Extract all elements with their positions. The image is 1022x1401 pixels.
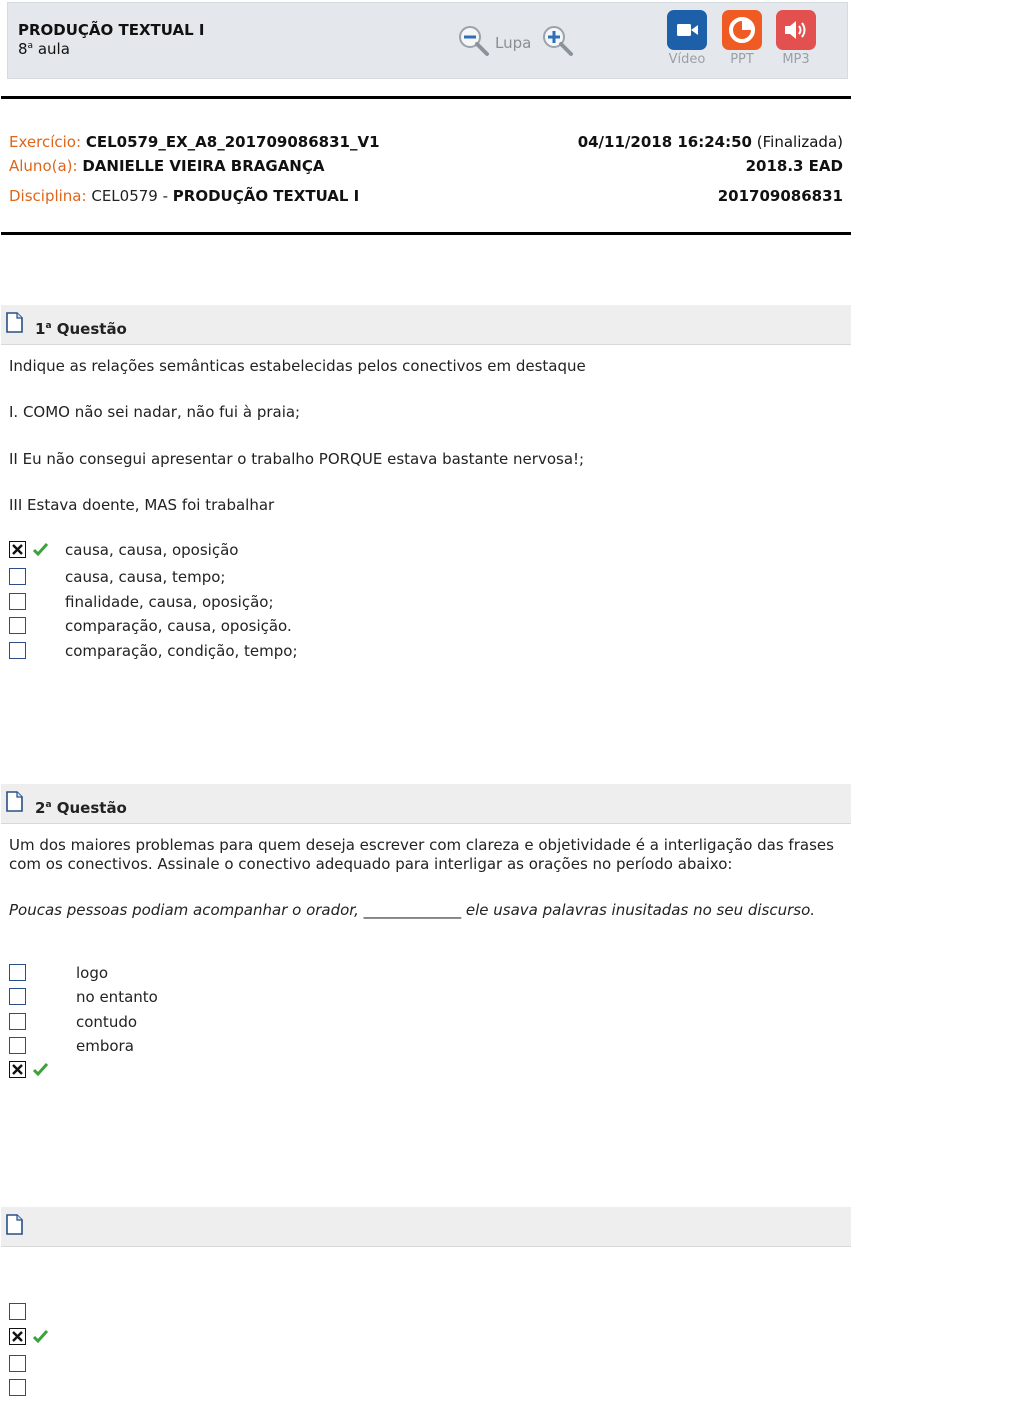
question-1-statement: II Eu não consegui apresentar o trabalho PORQUE estava bastante nervosa!; [9, 450, 585, 468]
zoom-out-icon[interactable] [457, 24, 491, 58]
checkbox[interactable] [9, 568, 26, 585]
mp3-button[interactable] [776, 10, 816, 67]
question-1-statement: Indique as relações semânticas estabelecidas pelos conectivos em destaque [9, 357, 586, 375]
answer-option[interactable] [9, 1061, 609, 1081]
question-1-statement: III Estava doente, MAS foi trabalhar [9, 496, 275, 514]
checkbox[interactable] [9, 1355, 26, 1372]
checkbox[interactable] [9, 642, 26, 659]
zoom-in-icon[interactable] [541, 24, 575, 58]
checked-checkbox[interactable] [9, 1061, 26, 1078]
question-3-header [1, 1207, 851, 1247]
correct-check-icon [33, 542, 48, 556]
question-2-statement: Um dos maiores problemas para quem deseja escrever com clareza e objetividade é a interligação das frases com os conectivos. Assinale o conectivo adequado para interligar as orações no período abaixo: [9, 836, 834, 873]
checkbox[interactable] [9, 1013, 26, 1030]
answer-option[interactable] [9, 1355, 609, 1375]
question-2-sentence: Poucas pessoas podiam acompanhar o orador, _____________ ele usava palavras inusitadas no seu discurso. [9, 901, 816, 919]
ppt-label: PPT [730, 52, 754, 67]
checkbox[interactable] [9, 593, 26, 610]
magnifier-label: Lupa [495, 34, 532, 52]
question-1-header [1, 305, 851, 345]
question-2-header [1, 784, 851, 824]
answer-option[interactable]: causa, causa, oposição [9, 541, 609, 561]
checked-checkbox[interactable] [9, 1328, 26, 1345]
lesson-header [7, 2, 848, 79]
student-row: Aluno(a): DANIELLE VIEIRA BRAGANÇA 2018.3 EAD [9, 157, 843, 175]
video-camera-icon [667, 10, 707, 50]
discipline-code: CEL0579 - [91, 187, 173, 205]
checkbox[interactable] [9, 617, 26, 634]
answer-option[interactable] [9, 1303, 609, 1323]
student-name: DANIELLE VIEIRA BRAGANÇA [82, 157, 325, 175]
mp3-label: MP3 [782, 52, 810, 67]
question-1-statement: I. COMO não sei nadar, não fui à praia; [9, 403, 301, 421]
answer-option[interactable] [9, 1328, 609, 1348]
answer-option[interactable]: finalidade, causa, oposição; [9, 593, 609, 613]
checked-checkbox[interactable] [9, 541, 26, 558]
exercise-datetime: 04/11/2018 16:24:50 (Finalizada) [577, 133, 843, 151]
checkbox[interactable] [9, 1303, 26, 1320]
discipline-name: PRODUÇÃO TEXTUAL I [172, 187, 360, 205]
exercise-code: CEL0579_EX_A8_201709086831_V1 [85, 133, 380, 151]
enrollment-number: 201709086831 [717, 187, 843, 205]
checkbox[interactable] [9, 964, 26, 981]
pie-chart-icon [722, 10, 762, 50]
document-icon [6, 791, 23, 812]
answer-option[interactable]: embora [9, 1037, 609, 1057]
question-1-title: 1$^a$ Questão [35, 320, 127, 338]
video-button[interactable] [667, 10, 707, 67]
checkbox[interactable] [9, 1037, 26, 1054]
answer-option[interactable]: causa, causa, tempo; [9, 568, 609, 588]
correct-check-icon [33, 1062, 48, 1076]
document-icon [6, 312, 23, 333]
period: 2018.3 EAD [745, 157, 843, 175]
video-label: Vídeo [668, 52, 706, 67]
ppt-button[interactable] [722, 10, 762, 67]
answer-option[interactable] [9, 1379, 609, 1399]
checkbox[interactable] [9, 988, 26, 1005]
answer-option[interactable]: comparação, condição, tempo; [9, 642, 609, 662]
answer-option[interactable]: contudo [9, 1013, 609, 1033]
exercise-row: Exercício: CEL0579_EX_A8_201709086831_V1 04/11/2018 16:24:50 (Finalizada) [9, 133, 843, 151]
divider [1, 232, 851, 235]
question-2-title: 2$^a$ Questão [35, 799, 127, 817]
discipline-row: Disciplina: CEL0579 - PRODUÇÃO TEXTUAL I 201709086831 [9, 187, 843, 205]
answer-option[interactable]: comparação, causa, oposição. [9, 617, 609, 637]
speaker-icon [776, 10, 816, 50]
course-title: PRODUÇÃO TEXTUAL I [18, 21, 205, 39]
answer-option[interactable]: no entanto [9, 988, 609, 1008]
document-icon [6, 1214, 23, 1235]
lesson-number: 8$^a$ aula [18, 40, 70, 58]
answer-option[interactable]: logo [9, 964, 609, 984]
checkbox[interactable] [9, 1379, 26, 1396]
correct-check-icon [33, 1329, 48, 1343]
divider [1, 96, 851, 99]
